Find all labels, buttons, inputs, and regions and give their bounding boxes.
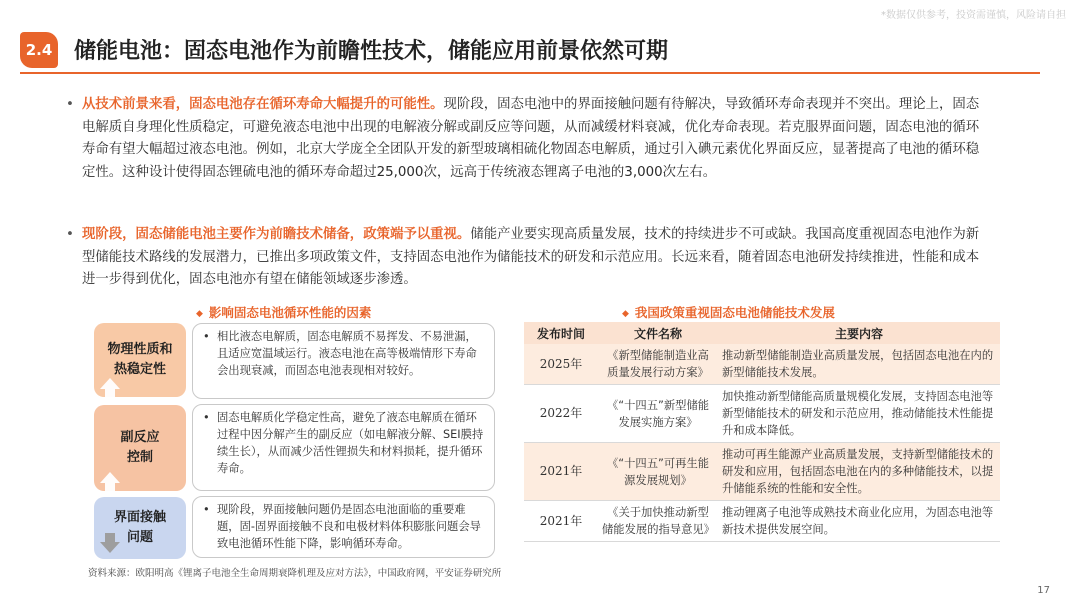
arrow-up-icon xyxy=(100,472,120,483)
row-year: 2022年 xyxy=(524,385,598,443)
factor-description xyxy=(192,404,495,491)
bullet-dot-icon: • xyxy=(203,330,210,343)
diamond-icon: ◆ xyxy=(196,309,203,319)
factor-description xyxy=(192,496,495,558)
factor-label: 副反应 控制 xyxy=(120,430,160,465)
title-divider xyxy=(20,72,1040,74)
bullet-body: 储能产业要实现高质量发展，技术的持续进步不可或缺。我国高度重视固态电池作为新型储能技术路线的发展潜力，已推出多项政策文件，支持固态电池作为储能技术的研发和示范应用。长远来看，随着固态电池研发持续推进，性能和成本进一步得到优化，固态电池亦有望在储能领域逐步渗透。 xyxy=(82,227,980,288)
row-year: 2021年 xyxy=(524,501,598,542)
row-document-name: 《“十四五”新型储能发展实施方案》 xyxy=(598,385,718,443)
column-header-date: 发布时间 xyxy=(524,322,598,344)
row-content: 加快推动新型储能高质量规模化发展，支持固态电池等新型储能技术的研发和示范应用，推动储能技术性能提升和成本降低。 xyxy=(718,385,1000,443)
left-panel-title xyxy=(196,303,371,321)
row-document-name: 《关于加快推动新型储能发展的指导意见》 xyxy=(598,501,718,542)
table-row xyxy=(524,501,1000,542)
factor-physical-thermal xyxy=(94,323,186,397)
slide-header xyxy=(20,30,1040,70)
row-content: 推动新型储能制造业高质量发展，包括固态电池在内的新型储能技术发展。 xyxy=(718,344,1000,385)
row-content: 推动锂离子电池等成熟技术商业化应用，为固态电池等新技术提供发展空间。 xyxy=(718,501,1000,542)
watermark: *数据仅供参考，投资需谨慎，风险请自担 xyxy=(881,10,1066,21)
factor-label: 界面接触 问题 xyxy=(113,510,166,545)
factor-label: 物理性质和 热稳定性 xyxy=(107,342,173,377)
bullet-technology-outlook xyxy=(66,94,982,184)
row-document-name: 《“十四五”可再生能源发展规划》 xyxy=(598,443,718,501)
factor-side-reaction xyxy=(94,405,186,491)
diamond-icon: ◆ xyxy=(622,309,629,319)
bullet-body: 现阶段，固态电池中的界面接触问题有待解决，导致循环寿命表现并不突出。理论上，固态电解质自身理化性质稳定，可避免液态电池中出现的电解液分解或副反应等问题，从而减缓材料衰减，优化寿命表现。若克服界面问题，固态电池的循环寿命有望大幅超过液态电池。例如，北京大学庞全全团队开发的新型玻璃相硫化物固态电解质，通过引入碘元素优化界面反应，显著提高了电池的循环稳定性。这种设计使得固态锂硫电池的循环寿命超过25,000次，远高于传统液态锂离子电池的3,000次左右。 xyxy=(82,97,980,180)
factor-description-text: 现阶段，界面接触问题仍是固态电池面临的重要难题，固-固界面接触不良和电极材料体积膨胀问题会导致电池循环性能下降，影响循环寿命。 xyxy=(217,503,481,550)
policy-table xyxy=(524,322,1000,542)
section-badge: 2.4 xyxy=(20,32,58,68)
row-year: 2025年 xyxy=(524,344,598,385)
bullet-dot-icon: • xyxy=(66,227,74,242)
row-document-name: 《新型储能制造业高质量发展行动方案》 xyxy=(598,344,718,385)
bullet-highlight: 现阶段，固态储能电池主要作为前瞻技术储备，政策端予以重视。 xyxy=(82,227,471,242)
factor-description-text: 固态电解质化学稳定性高，避免了液态电解质在循环过程中因分解产生的副反应（如电解液分解、SEI膜持续生长），从而减少活性锂损失和材料损耗，提升循环寿命。 xyxy=(217,411,484,475)
table-row xyxy=(524,344,1000,385)
column-header-name: 文件名称 xyxy=(598,322,718,344)
table-row xyxy=(524,385,1000,443)
bullet-dot-icon: • xyxy=(203,503,210,516)
factor-interface-contact xyxy=(94,497,186,559)
factor-description-text: 相比液态电解质，固态电解质不易挥发、不易泄漏，且适应宽温域运行。液态电池在高等极端情形下寿命会出现衰减，而固态电池表现相对较好。 xyxy=(217,330,477,377)
table-header-row xyxy=(524,322,1000,344)
left-panel-title-text: 影响固态电池循环性能的因素 xyxy=(208,305,372,320)
row-year: 2021年 xyxy=(524,443,598,501)
right-panel-title-text: 我国政策重视固态电池储能技术发展 xyxy=(634,305,835,320)
right-panel-title xyxy=(622,303,835,321)
page-number: 17 xyxy=(1037,585,1050,596)
slide-title: 储能电池：固态电池作为前瞻性技术，储能应用前景依然可期 xyxy=(74,39,669,64)
factor-description xyxy=(192,323,495,399)
bullet-dot-icon: • xyxy=(203,411,210,424)
table-row xyxy=(524,443,1000,501)
bullet-highlight: 从技术前景来看，固态电池存在循环寿命大幅提升的可能性。 xyxy=(82,97,444,112)
bullet-policy-support xyxy=(66,224,982,292)
column-header-content: 主要内容 xyxy=(718,322,1000,344)
row-content: 推动可再生能源产业高质量发展，支持新型储能技术的研发和应用，包括固态电池在内的多种储能技术，以提升储能系统的性能和安全性。 xyxy=(718,443,1000,501)
source-note: 资料来源：欧阳明高《锂离子电池全生命周期衰降机理及应对方法》，中国政府网，平安证券研究所 xyxy=(88,568,502,579)
bullet-dot-icon: • xyxy=(66,97,74,112)
